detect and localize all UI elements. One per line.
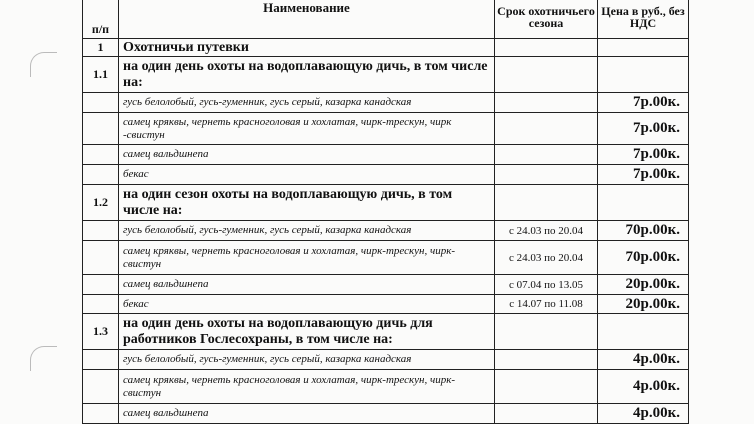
row-price [598, 185, 689, 221]
row-name: самец кряквы, чернеть красноголовая и хохлатая, чирк-трескун, чирк -свистун [119, 113, 495, 145]
row-name: на один сезон охоты на водоплавающую дичь, в том числе на: [119, 185, 495, 221]
row-season [495, 165, 598, 185]
row-season: с 07.04 по 13.05 [495, 275, 598, 295]
row-price: 70р.00к. [598, 241, 689, 275]
table-row [83, 275, 689, 295]
row-price [598, 314, 689, 350]
table-row [83, 404, 689, 424]
row-price: 4р.00к. [598, 350, 689, 370]
row-num [83, 350, 119, 370]
row-season [495, 145, 598, 165]
row-name: гусь белолобый, гусь-гуменник, гусь серый, казарка канадская [119, 93, 495, 113]
punch-hole-mark [30, 52, 57, 77]
row-price: 20р.00к. [598, 295, 689, 314]
row-name: самец кряквы, чернеть красноголовая и хохлатая, чирк-трескун, чирк-свистун [119, 241, 495, 275]
table-row [83, 241, 689, 275]
table-row [83, 221, 689, 241]
row-season: с 14.07 по 11.08 [495, 295, 598, 314]
row-num: 1.1 [83, 57, 119, 93]
row-name: гусь белолобый, гусь-гуменник, гусь серый, казарка канадская [119, 221, 495, 241]
row-season [495, 39, 598, 57]
table-row [83, 93, 689, 113]
row-num [83, 295, 119, 314]
header-price: Цена в руб., без НДС [598, 0, 689, 39]
row-price: 7р.00к. [598, 93, 689, 113]
row-num [83, 145, 119, 165]
row-price: 7р.00к. [598, 145, 689, 165]
table-row [83, 57, 689, 93]
row-num: 1.2 [83, 185, 119, 221]
row-num: 1 [83, 39, 119, 57]
row-name: самец вальдшнепа [119, 404, 495, 424]
table-row [83, 113, 689, 145]
row-num: 1.3 [83, 314, 119, 350]
row-price: 70р.00к. [598, 221, 689, 241]
row-season [495, 314, 598, 350]
table-header-row [83, 0, 689, 39]
row-num [83, 370, 119, 404]
row-price: 4р.00к. [598, 370, 689, 404]
row-price: 7р.00к. [598, 165, 689, 185]
row-num [83, 165, 119, 185]
row-name: на один день охоты на водоплавающую дичь для работников Гослесохраны, в том числе на: [119, 314, 495, 350]
row-season [495, 113, 598, 145]
row-season [495, 185, 598, 221]
row-season: с 24.03 по 20.04 [495, 241, 598, 275]
row-name: самец кряквы, чернеть красноголовая и хохлатая, чирк-трескун, чирк-свистун [119, 370, 495, 404]
row-name: самец вальдшнепа [119, 275, 495, 295]
row-name: бекас [119, 295, 495, 314]
row-name: самец вальдшнепа [119, 145, 495, 165]
row-num [83, 275, 119, 295]
table-row [83, 185, 689, 221]
punch-hole-mark [30, 346, 57, 371]
row-season [495, 404, 598, 424]
table-row [83, 145, 689, 165]
header-name: Наименование [119, 0, 495, 39]
row-name: гусь белолобый, гусь-гуменник, гусь серый, казарка канадская [119, 350, 495, 370]
price-table [82, 0, 689, 424]
row-season: с 24.03 по 20.04 [495, 221, 598, 241]
table-row [83, 165, 689, 185]
row-name: Охотничьи путевки [119, 39, 495, 57]
row-season [495, 93, 598, 113]
table-row [83, 370, 689, 404]
row-num [83, 221, 119, 241]
header-season: Срок охотничьего сезона [495, 0, 598, 39]
table-row [83, 39, 689, 57]
row-season [495, 57, 598, 93]
row-price: 4р.00к. [598, 404, 689, 424]
table-row [83, 295, 689, 314]
table-row [83, 314, 689, 350]
row-season [495, 370, 598, 404]
row-num [83, 241, 119, 275]
row-num [83, 93, 119, 113]
row-num [83, 404, 119, 424]
row-price [598, 39, 689, 57]
header-num: п/п [83, 0, 119, 39]
row-season [495, 350, 598, 370]
row-price: 7р.00к. [598, 113, 689, 145]
row-name: бекас [119, 165, 495, 185]
row-name: на один день охоты на водоплавающую дичь, в том числе на: [119, 57, 495, 93]
row-price: 20р.00к. [598, 275, 689, 295]
table-row [83, 350, 689, 370]
row-price [598, 57, 689, 93]
row-num [83, 113, 119, 145]
